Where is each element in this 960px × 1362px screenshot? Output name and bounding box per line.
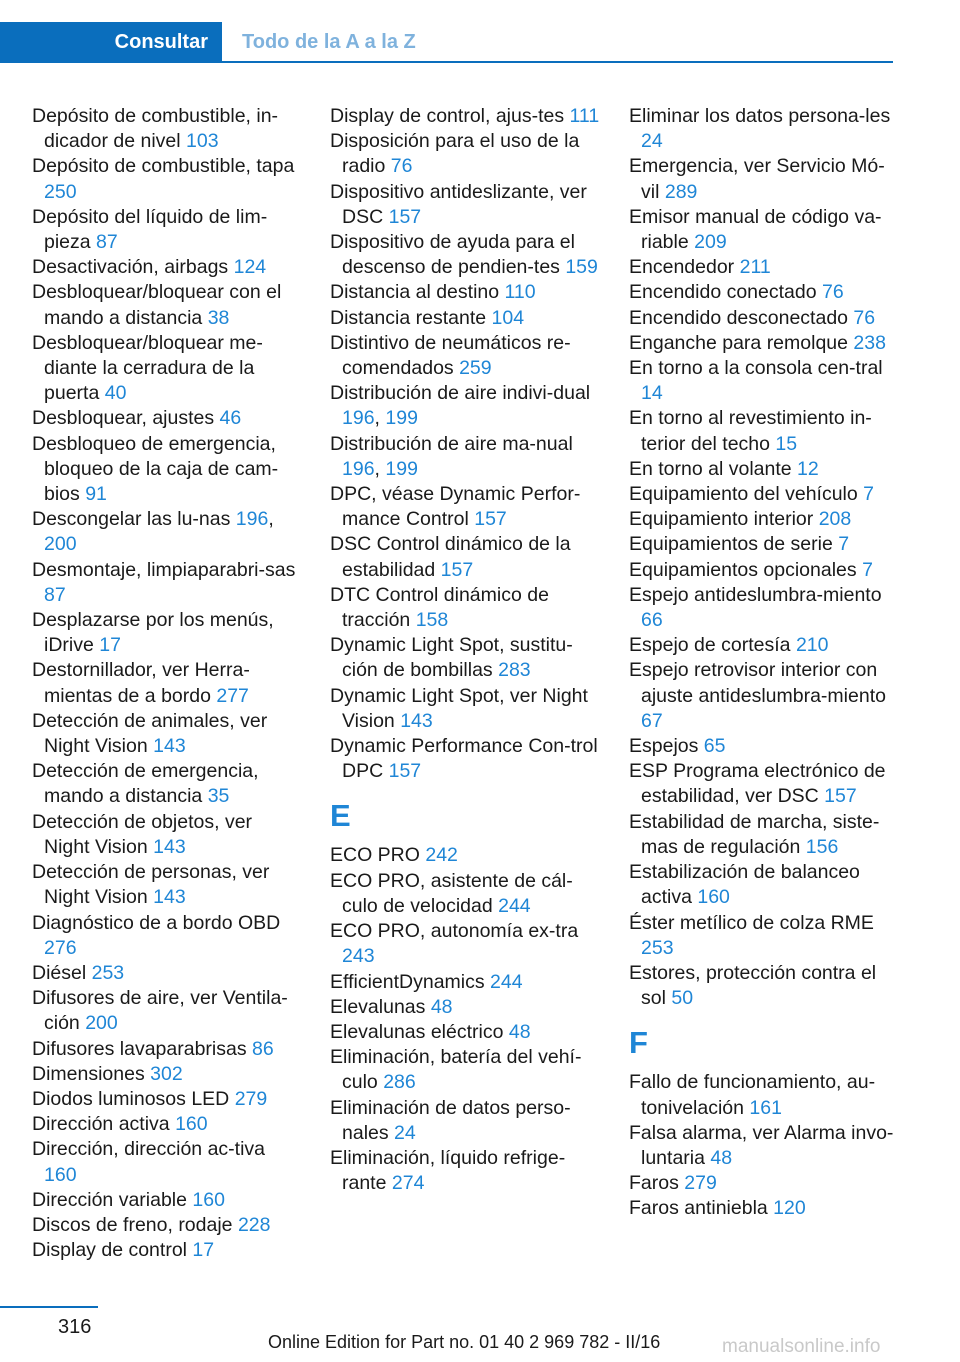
page-link[interactable]: 124 xyxy=(233,256,267,279)
index-entry-text: Emergencia, ver Servicio Mó‐vil xyxy=(629,155,885,203)
index-entry-text: Espejo de cortesía xyxy=(629,634,796,657)
page-link[interactable]: 276 xyxy=(44,936,77,959)
index-entry-text: Discos de freno, rodaje xyxy=(32,1213,238,1236)
page-link[interactable]: 86 xyxy=(252,1037,274,1060)
page-link[interactable]: 209 xyxy=(694,231,727,254)
index-entry xyxy=(629,1171,899,1196)
index-entry xyxy=(330,104,600,129)
index-entry xyxy=(32,255,302,280)
index-entry-text: Emisor manual de código va‐riable xyxy=(629,205,882,254)
index-entry xyxy=(32,205,302,255)
index-entry xyxy=(32,608,302,658)
page-link[interactable]: 244 xyxy=(490,970,523,993)
index-entry-text: Depósito del líquido de lim‐pieza xyxy=(32,205,268,254)
index-entry-text: Equipamiento interior xyxy=(629,508,819,531)
page-link[interactable]: 156 xyxy=(805,835,839,858)
page-link[interactable]: 159 xyxy=(565,256,598,279)
index-column-2 xyxy=(330,104,600,1196)
index-entry-text: Disposición para el uso de la radio xyxy=(330,130,580,178)
page-link[interactable]: 242 xyxy=(425,844,458,867)
index-entry-text: Difusores de aire, ver Ventila‐ción xyxy=(32,987,288,1035)
index-entry xyxy=(330,1096,600,1146)
page-link[interactable]: 17 xyxy=(192,1239,215,1262)
index-entry-text: Eliminación, líquido refrige‐rante xyxy=(330,1146,566,1195)
index-entry xyxy=(330,1146,600,1196)
index-entry xyxy=(629,911,899,961)
header-divider xyxy=(0,61,893,63)
index-entry-text: Detección de personas, ver Night Vision xyxy=(32,861,270,909)
page-link[interactable]: 157 xyxy=(824,785,857,808)
index-entry xyxy=(330,633,600,683)
index-entry xyxy=(330,583,600,633)
tab-todo-de-la-a-a-la-z[interactable]: Todo de la A a la Z xyxy=(222,22,893,62)
page-link[interactable]: 200 xyxy=(44,533,77,556)
page-link[interactable]: 65 xyxy=(703,735,726,758)
page-link[interactable]: 143 xyxy=(153,835,186,858)
index-entry-text: Faros antiniebla xyxy=(629,1197,774,1220)
page-link[interactable]: 250 xyxy=(44,180,77,203)
index-entry xyxy=(32,658,302,708)
index-entry-text: Eliminar los datos persona‐les xyxy=(629,105,891,127)
index-entry-text: Detección de emergencia, mando a distancia xyxy=(32,760,259,808)
index-entry xyxy=(32,911,302,961)
index-entry xyxy=(32,810,302,860)
page-link[interactable]: 66 xyxy=(641,609,663,632)
index-entry xyxy=(32,709,302,759)
page-link[interactable]: 157 xyxy=(388,760,422,783)
page-link[interactable]: 7 xyxy=(862,558,873,581)
page-link[interactable]: 17 xyxy=(99,634,121,657)
index-entry-text: Difusores lavaparabrisas xyxy=(32,1037,253,1060)
index-entry-text: DPC, véase Dynamic Perfor‐mance Control xyxy=(330,483,581,531)
index-entry-text: Dynamic Performance Con‐trol DPC xyxy=(330,735,598,783)
page-link[interactable]: 160 xyxy=(175,1113,208,1136)
index-entry xyxy=(32,1238,302,1263)
page-link[interactable]: 161 xyxy=(749,1096,782,1119)
index-entry-text: Estabilidad de marcha, siste‐mas de regulación xyxy=(629,810,880,858)
section-letter: E xyxy=(330,798,351,834)
page-link[interactable]: 24 xyxy=(394,1121,416,1144)
index-entry-text: Fallo de funcionamiento, au‐tonivelación xyxy=(629,1071,876,1119)
index-entry-text: Eliminación de datos perso‐nales xyxy=(330,1096,571,1144)
index-entry xyxy=(629,961,899,1011)
index-entry-text: EfficientDynamics xyxy=(330,970,491,993)
page-link[interactable]: 283 xyxy=(498,659,531,682)
page-link[interactable]: 160 xyxy=(44,1163,77,1186)
index-entry xyxy=(330,230,600,280)
index-entry-text: Dirección activa xyxy=(32,1113,176,1136)
index-entry xyxy=(32,104,302,154)
index-entry xyxy=(32,1112,302,1137)
index-entry-text: Desplazarse por los menús, iDrive xyxy=(32,609,274,657)
page-link[interactable]: 40 xyxy=(104,382,127,405)
index-entry-text: Dimensiones xyxy=(32,1062,151,1085)
page-link[interactable]: 14 xyxy=(641,382,663,405)
page-link[interactable]: 24 xyxy=(641,130,663,153)
index-entry-text: Detección de animales, ver Night Vision xyxy=(32,709,268,758)
page-link[interactable]: 196 xyxy=(342,407,375,430)
page-link[interactable]: 253 xyxy=(641,936,674,959)
index-entry-text: Faros xyxy=(629,1172,685,1195)
page-link[interactable]: 274 xyxy=(391,1172,425,1195)
index-entry xyxy=(32,558,302,608)
page-link[interactable]: 196 xyxy=(235,508,269,531)
index-entry xyxy=(629,356,899,406)
index-entry-text: Enganche para remolque xyxy=(629,331,854,354)
index-entry: Distribución de aire ma‐nual 196, 199 xyxy=(330,432,573,480)
index-entry xyxy=(330,970,600,995)
footer-divider xyxy=(0,1306,98,1308)
index-entry xyxy=(32,280,302,330)
page-link[interactable]: 15 xyxy=(775,432,798,455)
index-entry-text: Equipamientos opcionales xyxy=(629,558,863,581)
page-link[interactable]: 76 xyxy=(390,155,413,178)
index-entry-text: Dispositivo antideslizante, ver DSC xyxy=(330,180,587,228)
index-entry xyxy=(32,961,302,986)
index-entry xyxy=(32,1037,302,1062)
page-link[interactable]: 50 xyxy=(671,987,694,1010)
index-entry-text: Distancia al destino xyxy=(330,281,505,304)
index-entry xyxy=(629,255,899,280)
index-entry xyxy=(330,1020,600,1045)
page-link[interactable]: 38 xyxy=(207,306,230,329)
page-link[interactable]: 196 xyxy=(342,457,375,480)
index-entry-text: Desbloquear/bloquear me‐diante la cerradura de la puerta xyxy=(32,331,263,405)
index-entry xyxy=(629,1196,899,1221)
index-entry xyxy=(629,558,899,583)
page-link[interactable]: 199 xyxy=(385,407,418,430)
page-link[interactable]: 91 xyxy=(85,483,107,506)
index-entry-text: En torno al volante xyxy=(629,457,798,480)
page-link[interactable]: 120 xyxy=(773,1197,806,1220)
page-link[interactable]: 243 xyxy=(342,945,375,968)
index-entry xyxy=(330,734,600,784)
page-link[interactable]: 199 xyxy=(385,457,418,480)
page-link[interactable]: 200 xyxy=(85,1012,118,1035)
index-entry-text: Desbloqueo de emergencia, bloqueo de la caja de cam‐bios xyxy=(32,432,279,506)
page-header xyxy=(0,0,960,64)
index-entry-text: Depósito de combustible, tapa xyxy=(32,155,295,178)
index-entry-text: Diésel xyxy=(32,961,92,984)
index-column-3 xyxy=(629,104,899,1222)
index-entry xyxy=(330,331,600,381)
index-entry xyxy=(32,331,302,407)
index-entry xyxy=(32,432,302,508)
page-link[interactable]: 210 xyxy=(795,634,829,657)
index-entry: Descongelar las lu‐nas 196, 200 xyxy=(32,508,274,556)
tab-consultar[interactable]: Consultar xyxy=(0,22,222,62)
index-entry xyxy=(330,532,600,582)
index-entry-text: Dynamic Light Spot, sustitu‐ción de bombillas xyxy=(330,634,573,682)
page-link[interactable]: 253 xyxy=(91,961,125,984)
index-entry-text: Diodos luminosos LED xyxy=(32,1087,235,1110)
index-entry-text: Equipamientos de serie xyxy=(629,533,839,556)
index-entry-text: Distancia restante xyxy=(330,306,492,329)
index-entry-text: Diagnóstico de a bordo OBD xyxy=(32,911,281,934)
index-entry xyxy=(629,658,899,734)
index-entry xyxy=(629,154,899,204)
index-entry xyxy=(629,331,899,356)
index-entry-text: Elevalunas eléctrico xyxy=(330,1020,509,1043)
index-entry xyxy=(32,1188,302,1213)
page-link[interactable]: 244 xyxy=(498,894,531,917)
index-entry-text: DTC Control dinámico de tracción xyxy=(330,583,549,632)
index-entry xyxy=(330,995,600,1020)
index-entry-text: Éster metílico de colza RME xyxy=(629,911,874,934)
index-entry-text: Equipamiento del vehículo xyxy=(629,483,864,506)
page-link[interactable]: 87 xyxy=(96,231,118,254)
index-entry-text: Desactivación, airbags xyxy=(32,256,234,279)
index-entry xyxy=(32,1213,302,1238)
page-link[interactable]: 143 xyxy=(400,709,433,732)
index-entry-text: Desmontaje, limpiaparabri‐sas xyxy=(32,558,296,581)
page-link[interactable]: 7 xyxy=(838,533,850,556)
edition-note: Online Edition for Part no. 01 40 2 969 782 - II/16 xyxy=(268,1332,661,1352)
page-link[interactable]: 228 xyxy=(237,1213,271,1236)
index-entry-text: ECO PRO, asistente de cál‐culo de velocidad xyxy=(330,869,573,917)
index-entry xyxy=(330,180,600,230)
page-link[interactable]: 157 xyxy=(388,205,422,228)
page-link[interactable]: 46 xyxy=(219,407,242,430)
page-link[interactable]: 302 xyxy=(150,1062,183,1085)
index-entry xyxy=(629,583,899,633)
index-entry xyxy=(629,205,899,255)
page-link[interactable]: 158 xyxy=(415,609,449,632)
page-link[interactable]: 35 xyxy=(207,785,230,808)
page-link[interactable]: 289 xyxy=(664,180,698,203)
index-entry: Distribución de aire indivi‐dual 196, 199 xyxy=(330,382,591,430)
index-entry xyxy=(330,684,600,734)
index-entry-text: ESP Programa electrónico de estabilidad, ver DSC xyxy=(629,760,886,808)
index-entry xyxy=(32,860,302,910)
page-link[interactable]: 238 xyxy=(853,331,886,354)
page-link[interactable]: 76 xyxy=(853,306,876,329)
page-link[interactable]: 104 xyxy=(491,306,525,329)
index-entry xyxy=(629,759,899,809)
index-entry-text: ECO PRO xyxy=(330,844,426,867)
index-entry-text: Distintivo de neumáticos re‐comendados xyxy=(330,331,571,380)
index-entry xyxy=(629,457,899,482)
index-entry-text: Falsa alarma, ver Alarma invo‐luntaria xyxy=(629,1121,894,1169)
index-entry xyxy=(629,532,899,557)
page-link[interactable]: 286 xyxy=(383,1071,416,1094)
section-letter: F xyxy=(629,1025,648,1061)
page-link[interactable]: 48 xyxy=(710,1146,733,1169)
index-entry-text: Dirección variable xyxy=(32,1188,193,1211)
index-column-1 xyxy=(32,104,302,1263)
index-entry-text: Eliminación, batería del vehí‐culo xyxy=(330,1046,582,1094)
page-link[interactable]: 48 xyxy=(508,1020,531,1043)
watermark: manualsonline.info xyxy=(722,1336,881,1357)
index-entry-text: ECO PRO, autonomía ex‐tra xyxy=(330,920,579,943)
page-link[interactable]: 76 xyxy=(821,281,844,304)
index-entry-text: Encendedor xyxy=(629,256,740,279)
page-number: 316 xyxy=(58,1316,92,1338)
page-link[interactable]: 160 xyxy=(697,886,730,909)
index-entry-text: Display de control xyxy=(32,1239,193,1262)
index-entry xyxy=(629,1121,899,1171)
page-link[interactable]: 87 xyxy=(44,583,66,606)
index-entry-text: Espejo retrovisor interior con ajuste antideslumbra‐miento xyxy=(629,659,886,707)
index-entry xyxy=(330,280,600,305)
index-entry xyxy=(629,633,899,658)
index-entry xyxy=(629,810,899,860)
index-entry xyxy=(629,104,899,154)
index-entry-text: Display de control, ajus‐tes xyxy=(330,105,570,127)
index-entry-text: Espejo antideslumbra‐miento xyxy=(629,583,882,606)
index-entry xyxy=(32,986,302,1036)
index-entry xyxy=(32,759,302,809)
page-link[interactable]: 157 xyxy=(440,558,474,581)
index-entry xyxy=(629,280,899,305)
page-link[interactable]: 279 xyxy=(234,1087,268,1110)
index-entry-text: Espejos xyxy=(629,735,704,758)
index-entry xyxy=(629,860,899,910)
index-entry xyxy=(629,734,899,759)
index-entry-text: Depósito de combustible, in‐dicador de nivel xyxy=(32,105,279,153)
page-link[interactable]: 12 xyxy=(797,457,819,480)
index-entry-text: Descongelar las lu‐nas xyxy=(32,508,236,531)
index-entry-text: Elevalunas xyxy=(330,995,431,1018)
index-entry-text: Detección de objetos, ver Night Vision xyxy=(32,810,253,858)
index-entry-text: Desbloquear/bloquear con el mando a distancia xyxy=(32,281,282,329)
page-link[interactable]: 143 xyxy=(153,886,186,909)
index-entry xyxy=(629,1070,899,1120)
index-entry xyxy=(32,1137,302,1187)
page-link[interactable]: 67 xyxy=(641,709,663,732)
index-entry xyxy=(32,1087,302,1112)
index-entry xyxy=(330,869,600,919)
index-entry-text: Estores, protección contra el sol xyxy=(629,961,877,1010)
index-entry-text: Distribución de aire ma‐nual xyxy=(330,432,573,455)
index-entry xyxy=(32,406,302,431)
index-entry xyxy=(629,507,899,532)
index-entry xyxy=(330,482,600,532)
index-entry xyxy=(629,306,899,331)
index-entry xyxy=(629,406,899,456)
index-entry xyxy=(330,919,600,969)
index-entry-text: Dynamic Light Spot, ver Night Vision xyxy=(330,684,588,732)
page-link[interactable]: 143 xyxy=(153,735,186,758)
index-entry-text: Encendido conectado xyxy=(629,281,822,304)
index-entry xyxy=(330,843,600,868)
page-link[interactable]: 211 xyxy=(739,256,771,279)
index-entry-text: Estabilización de balanceo activa xyxy=(629,861,860,909)
index-entry-text: Dirección, dirección ac‐tiva xyxy=(32,1138,266,1161)
page-link[interactable]: 7 xyxy=(863,483,875,506)
page-link[interactable]: 208 xyxy=(818,508,852,531)
index-entry-text: DSC Control dinámico de la estabilidad xyxy=(330,533,571,581)
page-link[interactable]: 103 xyxy=(186,130,219,153)
page-link[interactable]: 111 xyxy=(569,105,600,127)
index-entry-text: Desbloquear, ajustes xyxy=(32,407,220,430)
page-link[interactable]: 259 xyxy=(459,357,492,380)
page-link[interactable]: 277 xyxy=(216,684,249,707)
page-link[interactable]: 157 xyxy=(474,508,507,531)
index-entry xyxy=(330,1045,600,1095)
page-link[interactable]: 48 xyxy=(430,995,453,1018)
index-entry-text: En torno a la consola cen‐tral xyxy=(629,357,883,380)
index-entry xyxy=(32,154,302,204)
index-entry-text: Destornillador, ver Herra‐mientas de a bordo xyxy=(32,659,250,707)
index-entry-text: Distribución de aire indivi‐dual xyxy=(330,382,591,405)
index-entry xyxy=(32,1062,302,1087)
page-link[interactable]: 160 xyxy=(192,1188,225,1211)
index-entry-text: Dispositivo de ayuda para el descenso de pendien‐tes xyxy=(330,231,575,279)
index-entry xyxy=(629,482,899,507)
index-entry xyxy=(330,306,600,331)
index-entry-text: En torno al revestimiento in‐terior del techo xyxy=(629,407,872,455)
page-link[interactable]: 279 xyxy=(684,1172,717,1195)
index-entry xyxy=(330,129,600,179)
page-link[interactable]: 110 xyxy=(504,281,536,304)
index-entry-text: Encendido desconectado xyxy=(629,306,854,329)
